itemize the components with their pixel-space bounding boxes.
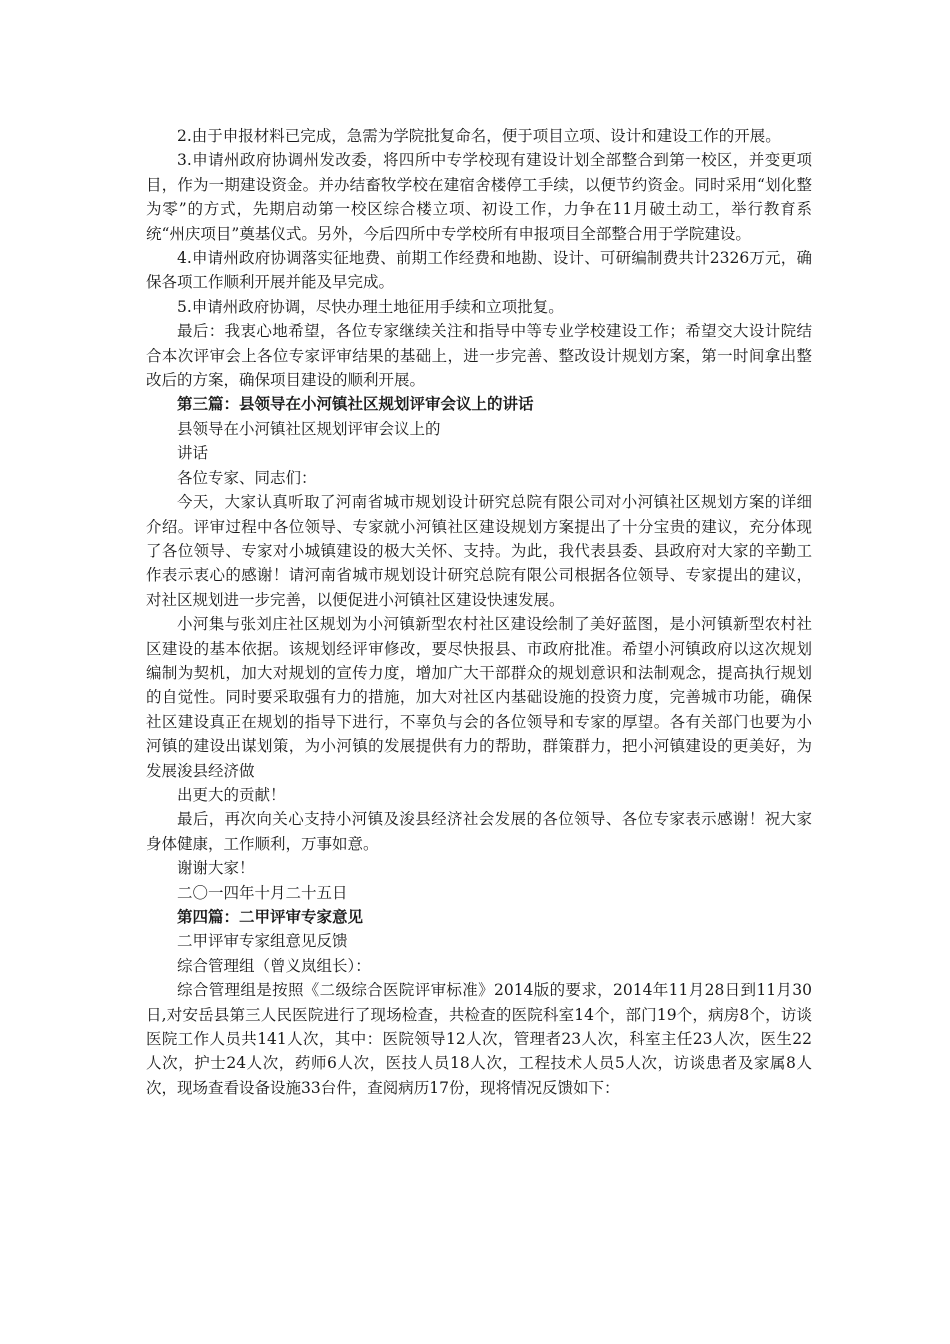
heading-part-3: 第三篇：县领导在小河镇社区规划评审会议上的讲话 <box>177 394 534 414</box>
speech-greeting: 各位专家、同志们： <box>177 468 317 487</box>
speech-para-2: 小河集与张刘庄社区规划为小河镇新型农村社区建设绘制了美好蓝图，是小河镇新型农村社区建设的基本依据。该规划经评审修改，要尽快报县、市政府批准。希望小河镇政府以这次规划编制为契机，加大对规划的宣传力度，增加广大干部群众的规划意识和法制观念，提高执行规划的自觉性。同时要采取强有力的措施，加大对社区内基础设施的投资力度，完善城市功能，确保社区建设真正在规划的指导下进行，不辜负与会的各位领导和专家的厚望。各有关部门也要为小河镇的建设出谋划策，为小河镇的发展提供有力的帮助，群策群力，把小河镇建设的更美好，为发展浚县经济做 <box>146 615 812 780</box>
para-item-4: 4.申请州政府协调落实征地费、前期工作经费和地勘、设计、可研编制费共计2326万元，确保各项工作顺利开展并能及早完成。 <box>146 249 812 292</box>
para-closing: 最后：我衷心地希望，各位专家继续关注和指导中等专业学校建设工作；希望交大设计院结合本次评审会上各位专家评审结果的基础上，进一步完善、整改设计规划方案，第一时间拿出整改后的方案，确保项目建设的顺利开展。 <box>146 322 812 390</box>
speech-thanks: 谢谢大家！ <box>177 859 255 878</box>
para-item-3: 3.申请州政府协调州发改委，将四所中专学校现有建设计划全部整合到第一校区，并变更项目，作为一期建设资金。并办结畜牧学校在建宿舍楼停工手续，以便节约资金。同时采用“划化整为零”的方式，先期启动第一校区综合楼立项、初设工作，力争在11月破土动工，举行教育系统“州庆项目”奠基仪式。另外，今后四所中专学校所有申报项目全部整合用于学院建设。 <box>146 151 812 243</box>
feedback-para-1: 综合管理组是按照《二级综合医院评审标准》2014版的要求，2014年11月28日到11月30日,对安岳县第三人民医院进行了现场检查，共检查的医院科室14个，部门19个，病房8个，访谈医院工作人员共141人次，其中：医院领导12人次，管理者23人次，科室主任23人次，医生22人次，护士24人次，药师6人次，医技人员18人次，工程技术人员5人次，访谈患者及家属8人次，现场查看设备设施33台件，查阅病历17份，现将情况反馈如下： <box>146 981 812 1097</box>
speech-para-1: 今天，大家认真听取了河南省城市规划设计研究总院有限公司对小河镇社区规划方案的详细介绍。评审过程中各位领导、专家就小河镇社区建设规划方案提出了十分宝贵的建议，充分体现了各位领导、专家对小城镇建设的极大关怀、支持。为此，我代表县委、县政府对大家的辛勤工作表示衷心的感谢！请河南省城市规划设计研究总院有限公司根据各位领导、专家提出的建议，对社区规划进一步完善，以便促进小河镇社区建设快速发展。 <box>146 493 812 609</box>
para-item-5: 5.申请州政府协调，尽快办理土地征用手续和立项批复。 <box>177 297 564 316</box>
feedback-group: 综合管理组（曾义岚组长）： <box>177 956 371 975</box>
speech-title-line-1: 县领导在小河镇社区规划评审会议上的 <box>177 419 441 438</box>
speech-para-3: 最后，再次向关心支持小河镇及浚县经济社会发展的各位领导、各位专家表示感谢！祝大家身体健康，工作顺利，万事如意。 <box>146 810 812 853</box>
speech-para-2-cont: 出更大的贡献！ <box>177 785 286 804</box>
para-item-2: 2.由于申报材料已完成，急需为学院批复命名，便于项目立项、设计和建设工作的开展。 <box>177 127 781 145</box>
speech-date: 二〇一四年十月二十五日 <box>177 883 348 902</box>
speech-title-line-2: 讲话 <box>177 444 209 463</box>
document-page <box>146 124 812 1100</box>
feedback-title: 二甲评审专家组意见反馈 <box>177 932 348 951</box>
heading-part-4: 第四篇：二甲评审专家意见 <box>177 907 364 926</box>
